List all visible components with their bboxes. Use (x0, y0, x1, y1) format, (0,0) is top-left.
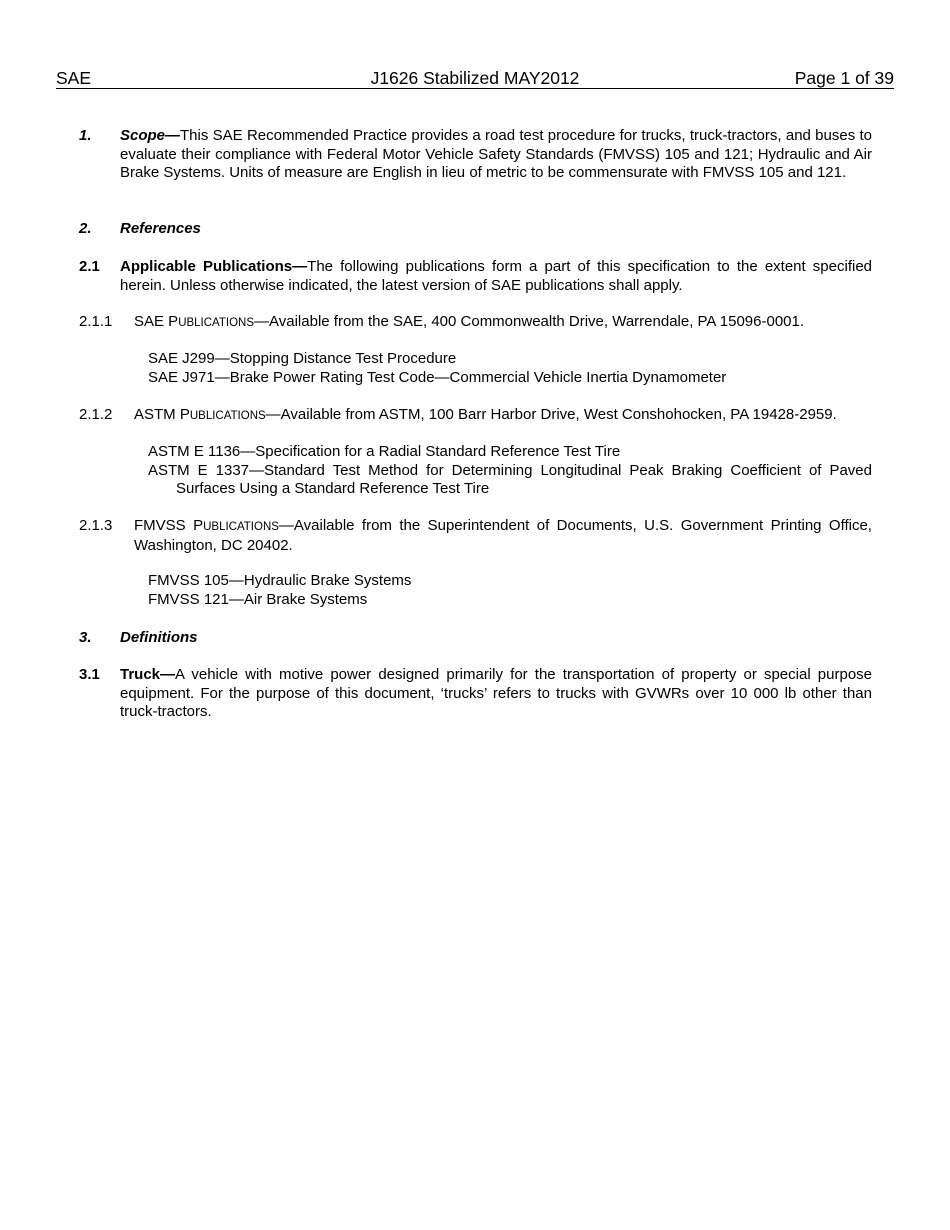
section-number: 2.1.3 (79, 517, 113, 534)
section-astm-publications (134, 406, 872, 426)
reference-item: SAE J971—Brake Power Rating Test Code—Commercial Vehicle Inertia Dynamometer (148, 368, 727, 386)
reference-list (148, 350, 872, 387)
section-number: 2.1.1 (79, 313, 113, 330)
reference-item: ASTM E 1136—Specification for a Radial Standard Reference Test Tire (148, 443, 621, 460)
section-truck-definition (120, 666, 872, 722)
smallcaps-label-rest: UBLICATIONS (203, 521, 279, 533)
header-page-number: Page 1 of 39 (794, 68, 894, 88)
smallcaps-label-rest: UBLICATIONS (189, 410, 266, 422)
section-text: The following publications form a part of this specification to the extent specified herein. Unless otherwise indicated, the latest version of SAE publications shall apply. (120, 258, 873, 294)
reference-item: FMVSS 121—Air Brake Systems (148, 590, 368, 608)
section-heading: Scope— (120, 127, 181, 144)
section-text: —Available from ASTM, 100 Barr Harbor Drive, West Conshohocken, PA 19428-2959. (265, 406, 837, 423)
reference-list (148, 443, 872, 499)
section-number: 3.1 (79, 666, 100, 683)
section-number: 2. (79, 220, 92, 237)
reference-item: ASTM E 1337—Standard Test Method for Determining Longitudinal Peak Braking Coefficient of Paved Surfaces Using a Standard Reference Test Tire (148, 461, 872, 498)
section-number: 3. (79, 629, 92, 646)
reference-item: FMVSS 105—Hydraulic Brake Systems (148, 572, 412, 589)
section-heading: Truck— (120, 666, 176, 683)
section-heading-references: References (120, 220, 201, 237)
section-scope (120, 127, 872, 183)
section-number: 2.1 (79, 258, 100, 275)
reference-list (148, 572, 872, 609)
section-heading-definitions: Definitions (120, 629, 198, 646)
section-text: This SAE Recommended Practice provides a road test procedure for trucks, truck-tractors, and buses to evaluate their compliance with Federal Motor Vehicle Safety Standards (FMVSS) 105 and 121; Hydraulic and Air Brake Systems. Units of measure are English in lieu of metric to be commensurate with FMVSS 105 and 121. (120, 127, 872, 182)
section-fmvss-publications (134, 517, 872, 555)
section-number: 2.1.2 (79, 406, 113, 423)
section-sae-publications (134, 313, 872, 333)
smallcaps-label-rest: UBLICATIONS (178, 317, 255, 329)
header-org: SAE (56, 68, 92, 88)
section-applicable-publications (120, 258, 872, 295)
smallcaps-label-prefix: FMVSS P (134, 517, 204, 534)
smallcaps-label-prefix: ASTM P (134, 406, 190, 423)
section-number: 1. (79, 127, 92, 144)
header-document-id: J1626 Stabilized MAY2012 (370, 68, 580, 88)
section-heading: Applicable Publications— (120, 258, 308, 275)
reference-item: SAE J299—Stopping Distance Test Procedure (148, 350, 457, 367)
smallcaps-label-prefix: SAE P (134, 313, 179, 330)
section-text: A vehicle with motive power designed primarily for the transportation of property or special purpose equipment. For the purpose of this document, ‘trucks’ refers to trucks with GVWRs over 10 000 lb other than truck-tractors. (120, 666, 872, 721)
section-text: —Available from the SAE, 400 Commonwealth Drive, Warrendale, PA 15096-0001. (254, 313, 805, 330)
section-text: —Available from the Superintendent of Documents, U.S. Government Printing Office, Washington, DC 20402. (134, 517, 872, 554)
